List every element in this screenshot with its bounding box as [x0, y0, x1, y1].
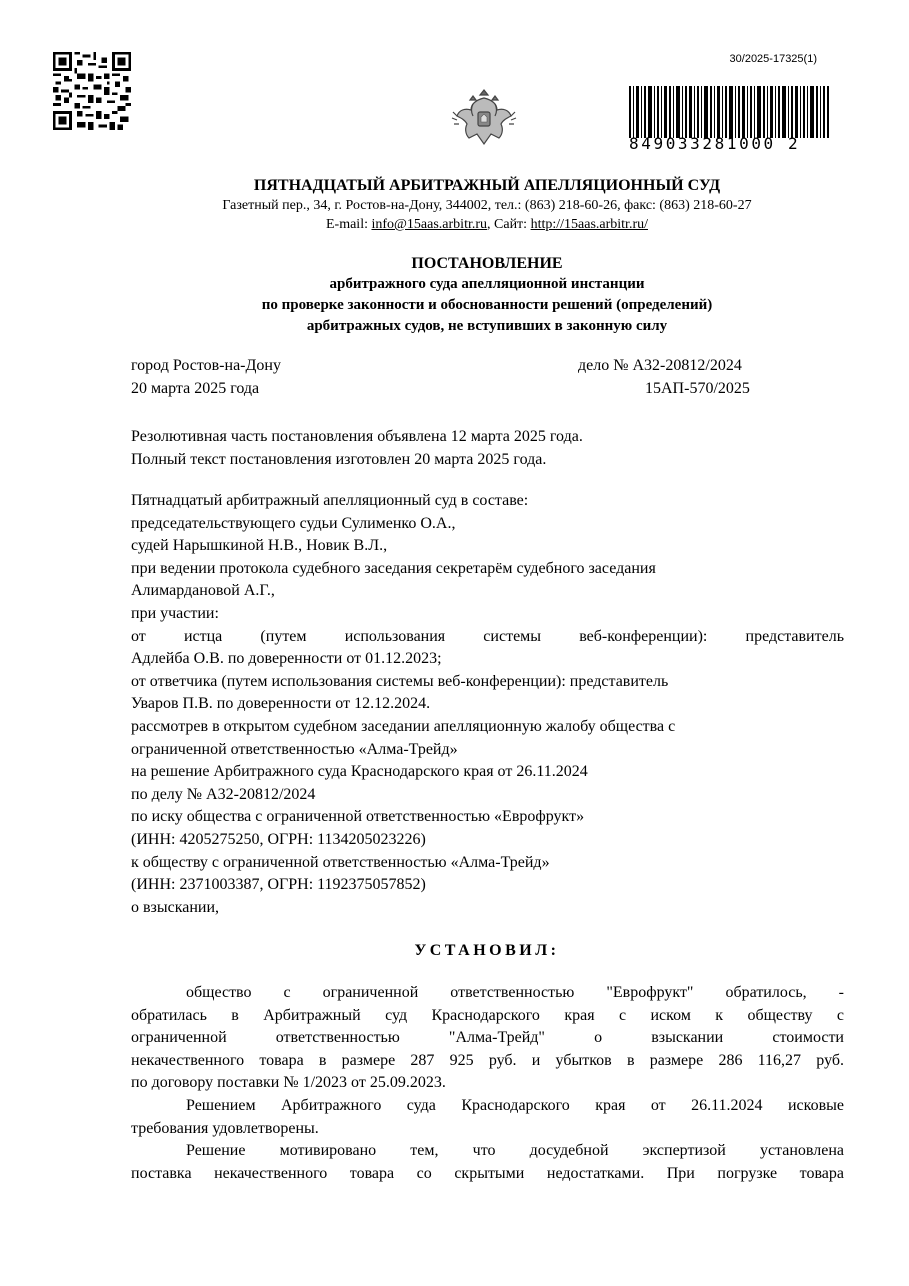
decree-subtitle-1: арбитражного суда апелляционной инстанции — [329, 276, 645, 292]
body-text — [131, 982, 844, 1185]
barcode-number: 849033281000 2 — [629, 134, 801, 153]
court-contacts — [0, 217, 909, 233]
composition-line: (ИНН: 2371003387, ОГРН: 1192375057852) — [131, 876, 426, 894]
paragraph-line: поставка некачественного товара со скрытыми недостатками. При погрузке товара — [131, 1164, 844, 1182]
composition-line: на решение Арбитражного суда Краснодарского края от 26.11.2024 — [131, 763, 588, 781]
paragraph-line: общество с ограниченной ответственностью "Еврофрукт" обратилось, - — [186, 984, 844, 1001]
composition-line: судей Нарышкиной Н.В., Новик В.Л., — [131, 537, 388, 555]
section-heading-ustanovil: УСТАНОВИЛ: — [414, 942, 560, 959]
composition-line: при участии: — [131, 604, 219, 622]
coat-of-arms-icon — [451, 84, 517, 150]
court-address: Газетный пер., 34, г. Ростов-на-Дону, 344002, тел.: (863) 218-60-26, факс: (863) 218-60-27 — [222, 198, 752, 213]
court-title: ПЯТНАДЦАТЫЙ АРБИТРАЖНЫЙ АПЕЛЛЯЦИОННЫЙ СУД — [253, 177, 721, 194]
composition-line: рассмотрев в открытом судебном заседании апелляционную жалобу общества с — [131, 717, 676, 735]
qr-code — [53, 52, 131, 130]
email-link[interactable]: info@15aas.arbitr.ru — [371, 217, 488, 232]
paragraph-line: Решением Арбитражного суда Краснодарского края от 26.11.2024 исковые — [186, 1096, 844, 1114]
composition-line: (ИНН: 4205275250, ОГРН: 1134205023226) — [131, 830, 426, 848]
announce-block — [131, 426, 844, 471]
decree-subtitle-2: по проверке законности и обоснованности решений (определений) — [261, 297, 713, 313]
paragraph-line: требования удовлетворены. — [131, 1119, 319, 1137]
decree-subtitle-3: арбитражных судов, не вступивших в законную силу — [306, 318, 668, 334]
composition-line: Пятнадцатый арбитражный апелляционный суд в составе: — [131, 492, 529, 509]
barcode — [629, 86, 829, 152]
paragraph-line: по договору поставки № 1/2023 от 25.09.2023. — [131, 1074, 446, 1092]
composition-line: при ведении протокола судебного заседания секретарём судебного заседания — [131, 559, 656, 577]
decree-date: 20 марта 2025 года — [131, 380, 260, 397]
site-label: , Сайт: — [487, 217, 531, 232]
case-number: дело № А32-20812/2024 — [578, 357, 742, 374]
composition-line: к обществу с ограниченной ответственностью «Алма-Трейд» — [131, 853, 550, 871]
paragraph-line: некачественного товара в размере 287 925 руб. и убытков в размере 286 116,27 руб. — [131, 1051, 844, 1069]
composition-line: ограниченной ответственностью «Алма-Трейд» — [131, 740, 458, 758]
composition-line: председательствующего судьи Сулименко О.А., — [131, 514, 456, 532]
composition-line: от ответчика (путем использования системы веб-конференции): представитель — [131, 672, 669, 690]
paragraph-line: обратилась в Арбитражный суд Краснодарского края с иском к обществу с — [131, 1006, 844, 1024]
site-link[interactable]: http://15aas.arbitr.ru/ — [530, 217, 648, 232]
composition-line: по делу № А32-20812/2024 — [131, 785, 316, 803]
announce-line: Полный текст постановления изготовлен 20 марта 2025 года. — [131, 450, 547, 468]
email-label: E-mail: — [325, 217, 372, 232]
composition-line: от истца (путем использования системы веб-конференции): представитель — [131, 627, 844, 645]
composition-block — [131, 490, 844, 919]
composition-line: Алимардановой А.Г., — [131, 582, 275, 600]
composition-line: по иску общества с ограниченной ответственностью «Еврофрукт» — [131, 808, 585, 826]
composition-line: о взыскании, — [131, 898, 220, 916]
document-number: 30/2025-17325(1) — [729, 53, 817, 65]
decree-title: ПОСТАНОВЛЕНИЕ — [411, 255, 563, 272]
announce-line: Резолютивная часть постановления объявлена 12 марта 2025 года. — [131, 428, 583, 445]
appeal-number: 15АП-570/2025 — [645, 380, 750, 397]
paragraph-line: Решение мотивировано тем, что досудебной экспертизой установлена — [186, 1142, 844, 1160]
paragraph-line: ограниченной ответственностью "Алма-Трейд" о взыскании стоимости — [131, 1029, 844, 1047]
city: город Ростов-на-Дону — [131, 357, 281, 374]
composition-line: Уваров П.В. по доверенности от 12.12.2024. — [131, 695, 431, 713]
composition-line: Адлейба О.В. по доверенности от 01.12.2023; — [131, 650, 442, 668]
